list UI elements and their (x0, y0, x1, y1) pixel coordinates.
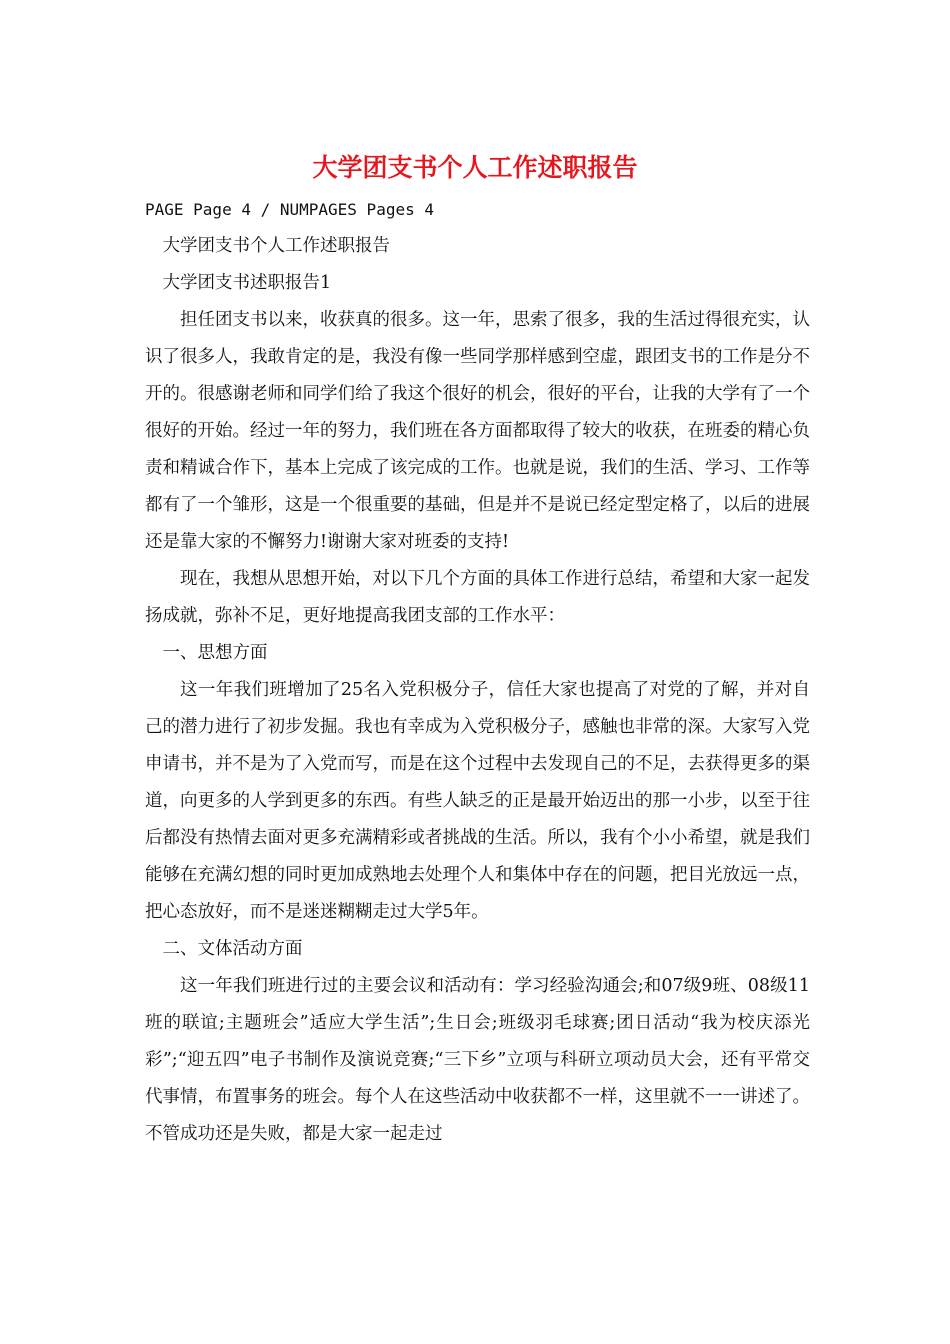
page-field-code: PAGE Page 4 / NUMPAGES Pages 4 (145, 200, 434, 219)
section-heading: 一、思想方面 (162, 643, 268, 663)
paragraph: 这一年我们班进行过的主要会议和活动有：学习经验沟通会;和07级9班、08级11班的联谊;主题班会”适应大学生活”;生日会;班级羽毛球赛;团日活动“我为校庆添光彩”;“迎五四”电子书制作及演说竞赛;“三下乡”立项与科研立项动员大会，还有平常交代事情，布置事务的班会。每个人在这些活动中收获都不一样，这里就不一一讲述了。不管成功还是失败，都是大家一起走过 (145, 976, 810, 1144)
paragraph: 现在，我想从思想开始，对以下几个方面的具体工作进行总结，希望和大家一起发扬成就，弥补不足，更好地提高我团支部的工作水平： (145, 569, 810, 626)
paragraph: 担任团支书以来，收获真的很多。这一年，思索了很多，我的生活过得很充实，认识了很多人，我敢肯定的是，我没有像一些同学那样感到空虚，跟团支书的工作是分不开的。很感谢老师和同学们给了我这个很好的机会，很好的平台，让我的大学有了一个很好的开始。经过一年的努力，我们班在各方面都取得了较大的收获，在班委的精心负责和精诚合作下，基本上完成了该完成的工作。也就是说，我们的生活、学习、工作等都有了一个雏形，这是一个很重要的基础，但是并不是说已经定型定格了，以后的进展还是靠大家的不懈努力!谢谢大家对班委的支持! (145, 310, 810, 552)
paragraph: 这一年我们班增加了25名入党积极分子，信任大家也提高了对党的了解，并对自己的潜力进行了初步发掘。我也有幸成为入党积极分子，感触也非常的深。大家写入党申请书，并不是为了入党而写，而是在这个过程中去发现自己的不足，去获得更多的渠道，向更多的人学到更多的东西。有些人缺乏的正是最开始迈出的那一小步，以至于往后都没有热情去面对更多充满精彩或者挑战的生活。所以，我有个小小希望，就是我们能够在充满幻想的同时更加成熟地去处理个人和集体中存在的问题，把目光放远一点，把心态放好，而不是迷迷糊糊走过大学5年。 (145, 680, 810, 922)
document-title: 大学团支书个人工作述职报告 (312, 153, 638, 182)
section-subtitle: 大学团支书述职报告1 (162, 273, 332, 293)
section-heading: 二、文体活动方面 (162, 939, 303, 959)
document-body (145, 228, 810, 1153)
document-subtitle: 大学团支书个人工作述职报告 (162, 236, 390, 256)
